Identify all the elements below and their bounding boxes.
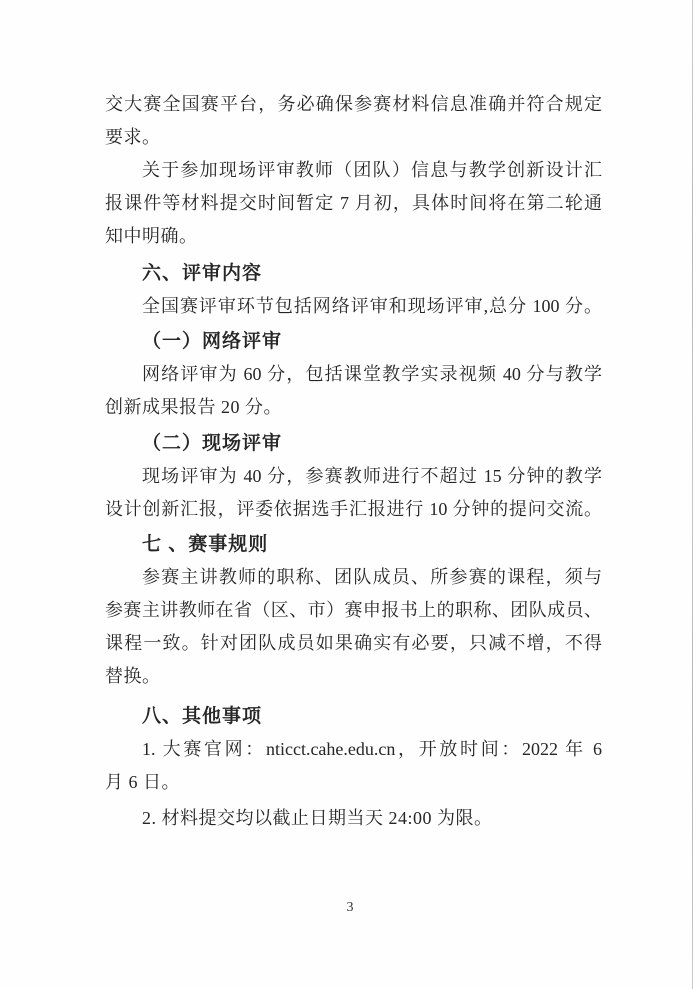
body-line: 现场评审为 40 分，参赛教师进行不超过 15 分钟的教学 <box>142 466 602 486</box>
section-heading-review-content: 六、评审内容 <box>142 263 263 284</box>
body-line: 1. 大赛官网：nticct.cahe.edu.cn，开放时间：2022 年 6 <box>142 739 602 759</box>
body-line: 课程一致。针对团队成员如果确实有必要，只减不增，不得 <box>105 633 602 653</box>
body-line: 报课件等材料提交时间暂定 7 月初，具体时间将在第二轮通 <box>105 193 602 213</box>
scan-edge-artifact <box>692 0 693 989</box>
document-text-block <box>105 88 602 835</box>
body-line: 知中明确。 <box>105 226 198 246</box>
body-line: 全国赛评审环节包括网络评审和现场评审,总分 100 分。 <box>142 296 602 316</box>
body-line: 参赛主讲教师在省（区、市）赛申报书上的职称、团队成员、 <box>105 600 602 620</box>
subsection-heading-onsite-review: （二）现场评审 <box>142 433 283 454</box>
body-line: 月 6 日。 <box>105 772 180 792</box>
body-line: 交大赛全国赛平台，务必确保参赛材料信息准确并符合规定 <box>105 94 602 114</box>
section-heading-competition-rules: 七 、赛事规则 <box>142 534 269 555</box>
body-line: 要求。 <box>105 127 161 147</box>
body-line: 2. 材料提交均以截止日期当天 24:00 为限。 <box>142 808 493 828</box>
body-line: 创新成果报告 20 分。 <box>105 397 282 417</box>
section-heading-other-matters: 八、其他事项 <box>142 706 263 727</box>
body-line: 网络评审为 60 分，包括课堂教学实录视频 40 分与教学 <box>142 364 602 384</box>
subsection-heading-online-review: （一）网络评审 <box>142 331 283 352</box>
body-line: 关于参加现场评审教师（团队）信息与教学创新设计汇 <box>142 160 602 180</box>
body-line: 设计创新汇报，评委依据选手汇报进行 10 分钟的提问交流。 <box>105 499 602 519</box>
body-line: 参赛主讲教师的职称、团队成员、所参赛的课程，须与 <box>142 567 602 587</box>
body-line: 替换。 <box>105 666 161 686</box>
page-number: 3 <box>346 900 354 915</box>
